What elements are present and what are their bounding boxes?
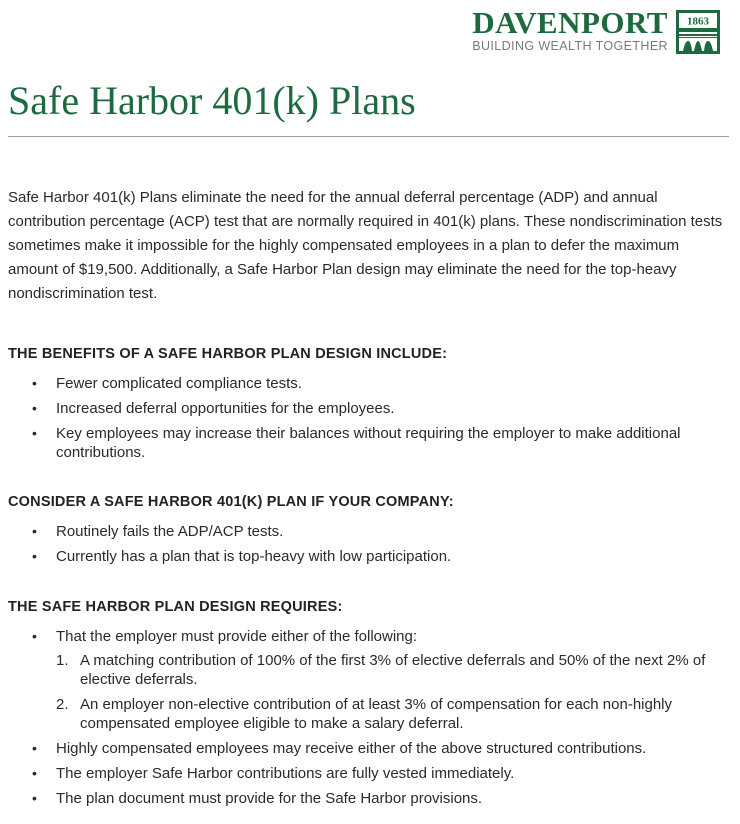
numbered-item [56, 695, 720, 733]
benefits-list [8, 374, 720, 468]
page-title: Safe Harbor 401(k) Plans [8, 78, 416, 123]
list-item: • Routinely fails the ADP/ACP tests. [8, 522, 720, 541]
list-item: • Key employees may increase their balances without requiring the employer to make additional contributions. [8, 424, 720, 462]
contribution-options-list [56, 651, 720, 733]
item-number: 1. [56, 652, 69, 669]
list-item: • Fewer complicated compliance tests. [8, 374, 720, 393]
list-item: • The employer Safe Harbor contributions are fully vested immediately. [8, 764, 720, 783]
bridge-emblem-icon [676, 10, 720, 54]
davenport-logo [452, 7, 730, 55]
intro-paragraph: Safe Harbor 401(k) Plans eliminate the need for the annual deferral percentage (ADP) and annual contribution percentage (ACP) test that are normally required in 401(k) plans. These nondiscrimination tests sometimes make it impossible for the highly compensated employees in a plan to defer the maximum amount of $19,500. Additionally, a Safe Harbor Plan design may eliminate the need for the top-heavy nondiscrimination test. [8, 189, 723, 302]
benefits-heading: THE BENEFITS OF A SAFE HARBOR PLAN DESIGN INCLUDE: [8, 346, 448, 362]
item-number: 2. [56, 696, 69, 713]
consider-list [8, 522, 720, 572]
logo-year: 1863 [687, 15, 709, 28]
list-item: • The plan document must provide for the Safe Harbor provisions. [8, 789, 720, 808]
numbered-item [56, 651, 720, 689]
title-divider [8, 136, 729, 137]
list-item-text: That the employer must provide either of the following: [56, 628, 418, 645]
logo-wordmark: DAVENPORT [472, 5, 668, 40]
list-item: • Currently has a plan that is top-heavy with low participation. [8, 547, 720, 566]
requires-heading: THE SAFE HARBOR PLAN DESIGN REQUIRES: [8, 599, 343, 615]
list-item [8, 627, 720, 733]
consider-heading: CONSIDER A SAFE HARBOR 401(K) PLAN IF YOUR COMPANY: [8, 494, 454, 510]
requires-list [8, 627, 720, 814]
item-text: A matching contribution of 100% of the first 3% of elective deferrals and 50% of the next 2% of elective deferrals. [80, 652, 706, 688]
item-text: An employer non-elective contribution of at least 3% of compensation for each non-highly compensated employee eligible to make a salary deferral. [80, 696, 673, 732]
list-item: • Highly compensated employees may receive either of the above structured contributions. [8, 739, 720, 758]
logo-tagline: BUILDING WEALTH TOGETHER [472, 39, 668, 53]
list-item: • Increased deferral opportunities for the employees. [8, 399, 720, 418]
